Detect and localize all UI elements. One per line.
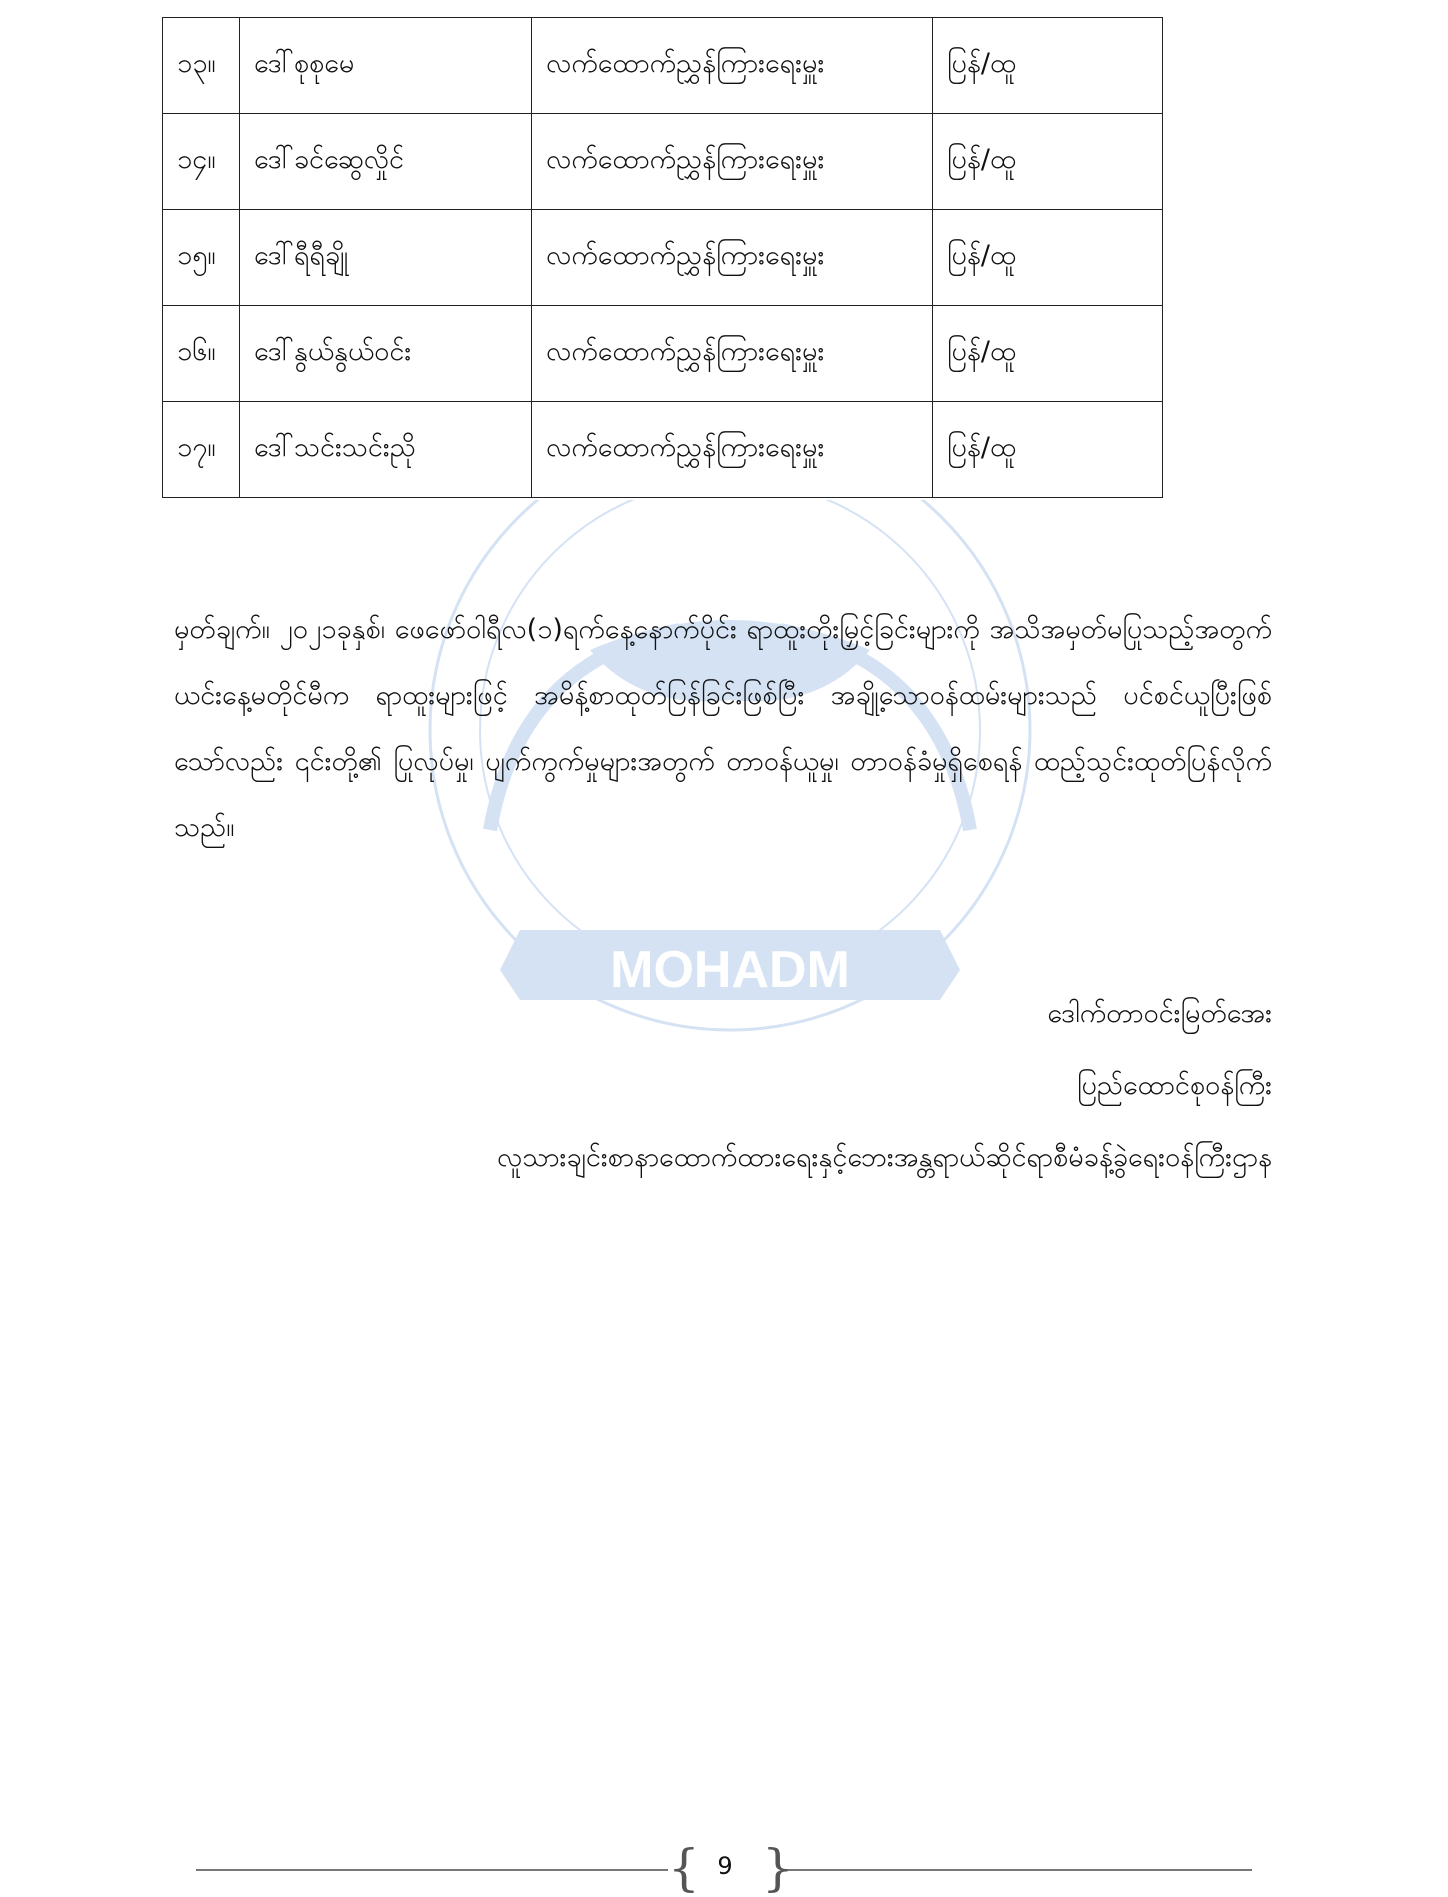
watermark-text: MOHADM	[610, 941, 850, 999]
staff-status: ပြန်/ထူ	[933, 114, 1163, 210]
staff-name: ဒေါ်နွယ်နွယ်ဝင်း	[240, 306, 532, 402]
page-number: 9	[717, 1852, 733, 1880]
row-number: ၁၆။	[163, 306, 240, 402]
footer-rule-left	[196, 1869, 668, 1871]
left-brace-icon: {	[668, 1839, 700, 1897]
right-brace-icon: }	[762, 1839, 794, 1897]
table-row	[163, 18, 1163, 114]
staff-rank: လက်ထောက်ညွှန်ကြားရေးမှူး	[532, 402, 933, 498]
signatory-name: ဒေါက်တာဝင်းမြတ်အေး	[1047, 998, 1272, 1029]
staff-name: ဒေါ်ခင်ဆွေလှိုင်	[240, 114, 532, 210]
table-row	[163, 306, 1163, 402]
staff-name: ဒေါ်ရီရီချို	[240, 210, 532, 306]
staff-status: ပြန်/ထူ	[933, 210, 1163, 306]
staff-status: ပြန်/ထူ	[933, 18, 1163, 114]
row-number: ၁၄။	[163, 114, 240, 210]
staff-name: ဒေါ်စုစုမေ	[240, 18, 532, 114]
table-row	[163, 114, 1163, 210]
staff-rank: လက်ထောက်ညွှန်ကြားရေးမှူး	[532, 210, 933, 306]
table-row	[163, 402, 1163, 498]
staff-table	[162, 17, 1163, 498]
staff-name: ဒေါ်သင်းသင်းညို	[240, 402, 532, 498]
staff-rank: လက်ထောက်ညွှန်ကြားရေးမှူး	[532, 306, 933, 402]
staff-status: ပြန်/ထူ	[933, 402, 1163, 498]
table-row	[163, 210, 1163, 306]
remark-paragraph: မှတ်ချက်။ ၂၀၂၁ခုနှစ်၊ ဖေဖော်ဝါရီလ(၁)ရက်နေ့နောက်ပိုင်း ရာထူးတိုးမြှင့်ခြင်းများကို အသိအမှတ်မပြုသည့်အတွက် ယင်းနေ့မတိုင်မီက ရာထူးများဖြင့် အမိန့်စာထုတ်ပြန်ခြင်းဖြစ်ပြီး အချို့သောဝန်ထမ်းများသည် ပင်စင်ယူပြီးဖြစ်သော်လည်း ၎င်းတို့၏ ပြုလုပ်မှု၊ ပျက်ကွက်မှုများအတွက် တာဝန်ယူမှု၊ တာဝန်ခံမှုရှိစေရန် ထည့်သွင်းထုတ်ပြန်လိုက်သည်။	[174, 614, 1272, 843]
row-number: ၁၇။	[163, 402, 240, 498]
staff-rank: လက်ထောက်ညွှန်ကြားရေးမှူး	[532, 114, 933, 210]
signatory-title: ပြည်ထောင်စုဝန်ကြီး	[1076, 1070, 1272, 1101]
staff-status: ပြန်/ထူ	[933, 306, 1163, 402]
row-number: ၁၃။	[163, 18, 240, 114]
staff-rank: လက်ထောက်ညွှန်ကြားရေးမှူး	[532, 18, 933, 114]
footer-rule-right	[784, 1869, 1252, 1871]
signatory-ministry: လူသားချင်းစာနာထောက်ထားရေးနှင့်ဘေးအန္တရာယ်ဆိုင်ရာစီမံခန့်ခွဲရေးဝန်ကြီးဌာန	[497, 1142, 1272, 1173]
row-number: ၁၅။	[163, 210, 240, 306]
